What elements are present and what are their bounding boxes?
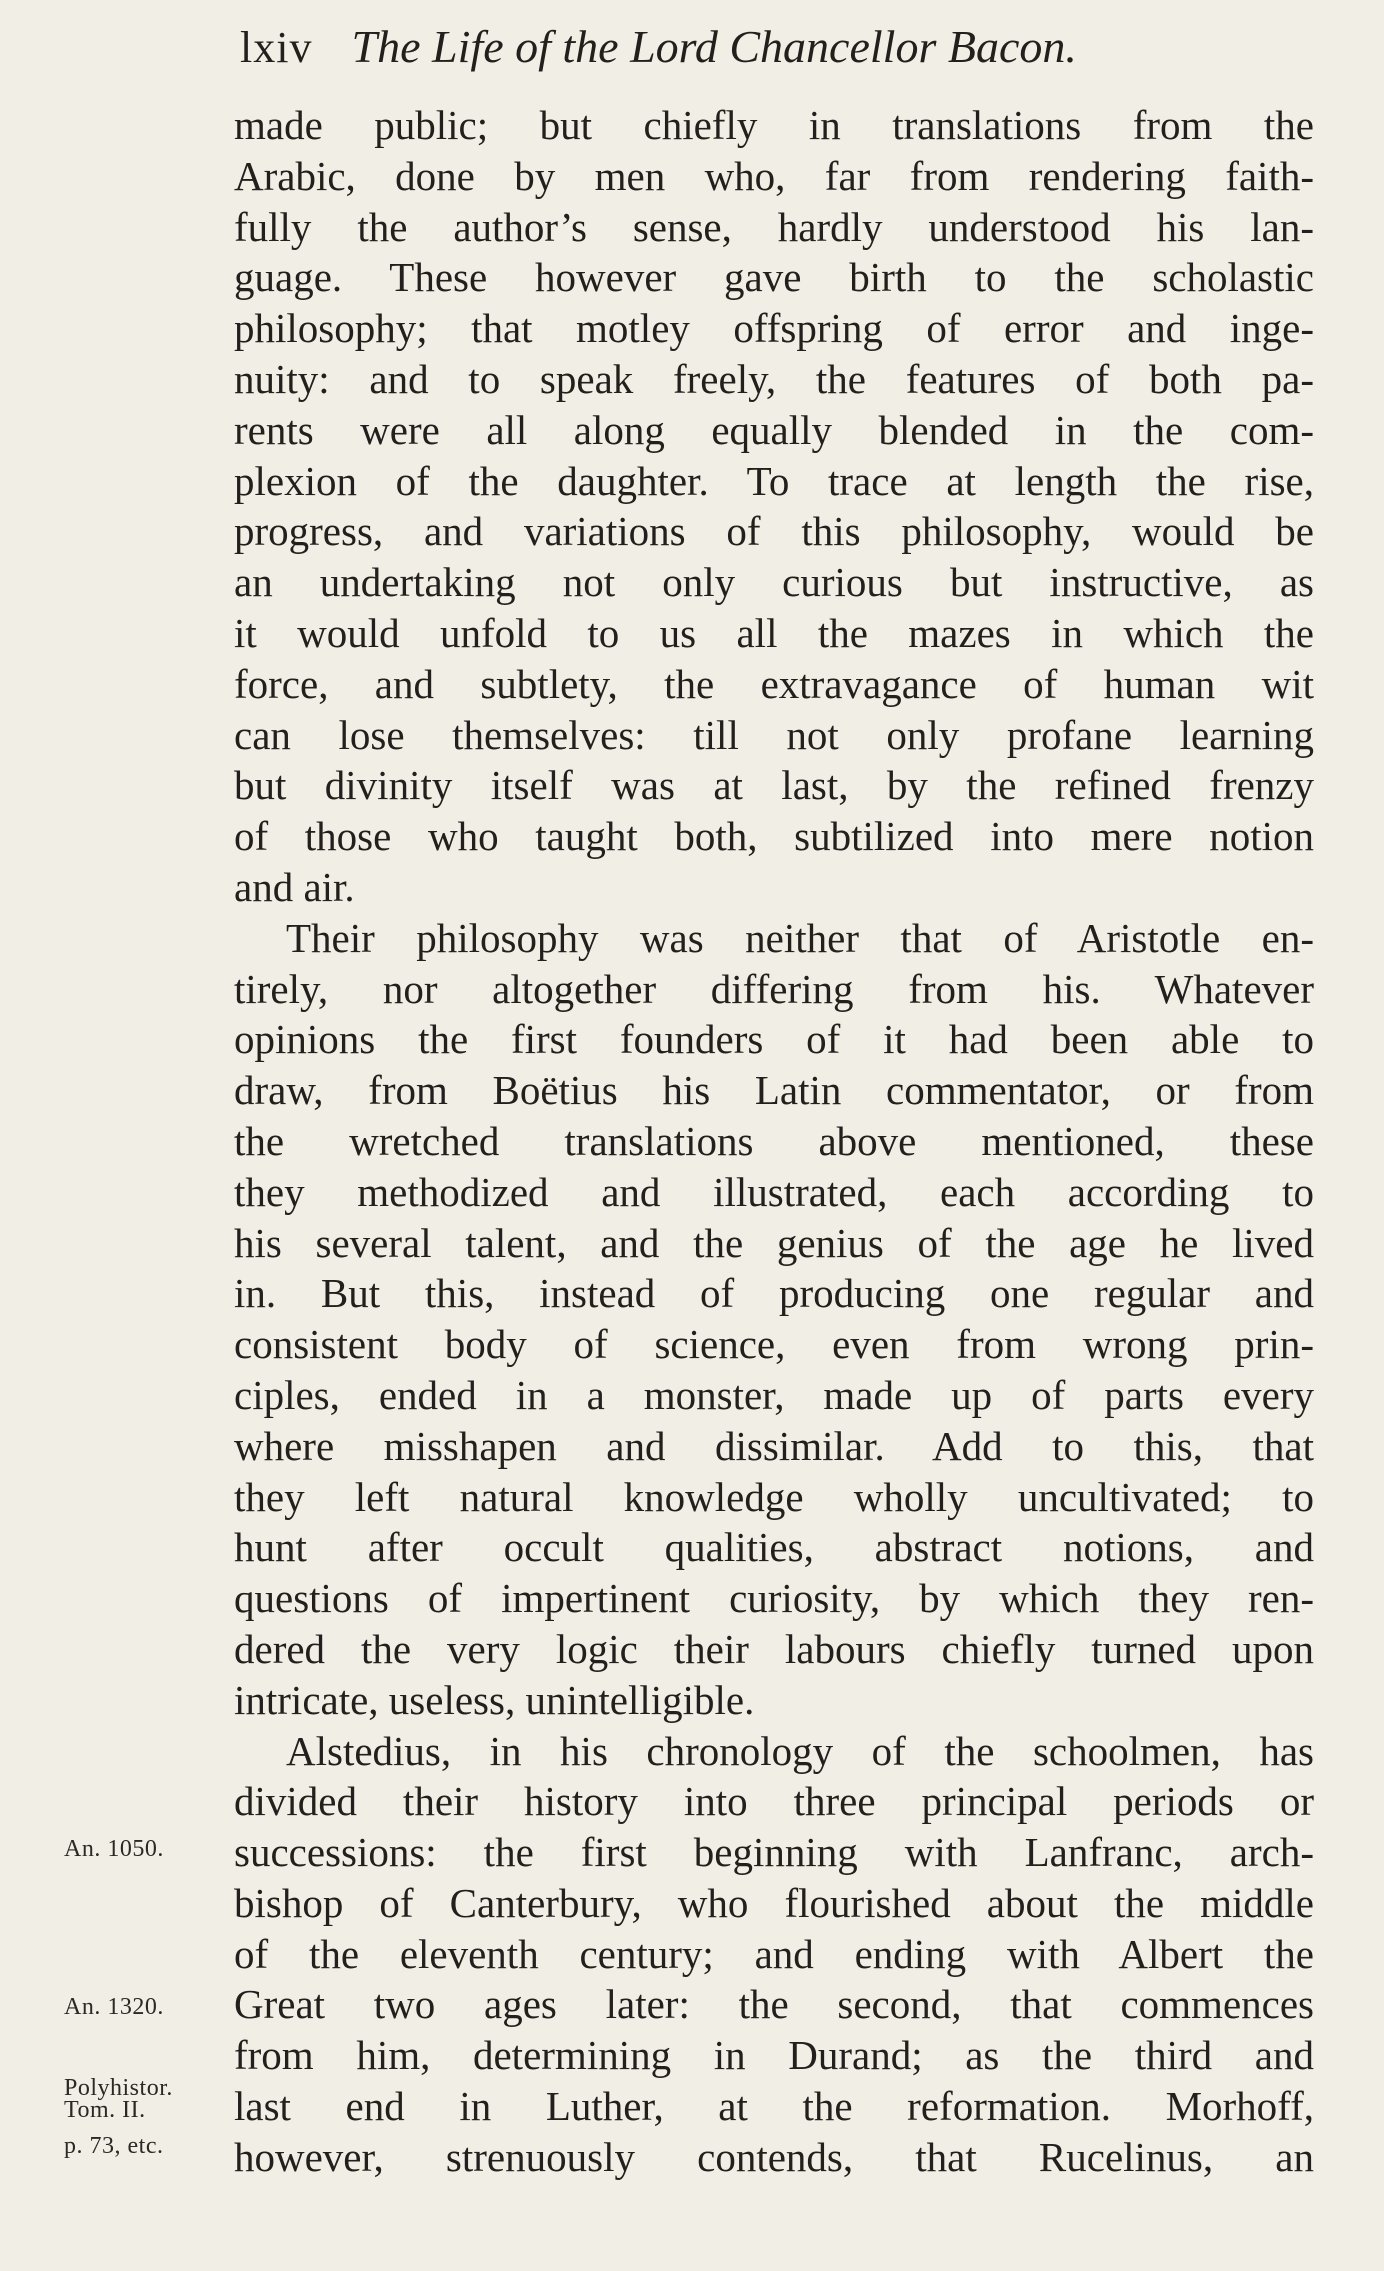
text-line: however, strenuously contends, that Rucelinus, an [234, 2133, 1314, 2180]
text-line: guage. These however gave birth to the scholastic [234, 254, 1314, 301]
margin-note-date: An. 1320. [64, 1994, 164, 2020]
running-title: The Life of the Lord Chancellor Bacon. [351, 21, 1077, 72]
text-line: successions: the first beginning with Lanfranc, arch- [234, 1829, 1314, 1876]
text-line: bishop of Canterbury, who flourished about the middle [234, 1879, 1314, 1926]
text-line: hunt after occult qualities, abstract notions, and [234, 1524, 1314, 1571]
body-text [234, 100, 1314, 2183]
text-line: Arabic, done by men who, far from rendering faith- [234, 152, 1314, 199]
text-line: last end in Luther, at the reformation. Morhoff, [234, 2083, 1314, 2130]
text-line: nuity: and to speak freely, the features of both pa- [234, 355, 1314, 402]
text-line: force, and subtlety, the extravagance of human wit [234, 660, 1314, 707]
text-line: ciples, ended in a monster, made up of parts every [234, 1371, 1314, 1418]
margin-note-line: Tom. II. [64, 2097, 146, 2123]
text-line: questions of impertinent curiosity, by which they ren- [234, 1575, 1314, 1622]
text-line: Their philosophy was neither that of Aristotle en- [286, 914, 1314, 961]
text-line: can lose themselves: till not only profane learning [234, 711, 1314, 758]
text-line: the wretched translations above mentioned, these [234, 1117, 1314, 1164]
text-line: rents were all along equally blended in the com- [234, 406, 1314, 453]
text-line: of the eleventh century; and ending with Albert the [234, 1930, 1314, 1977]
text-line: and air. [234, 863, 355, 910]
margin-note-line: Polyhistor. [64, 2075, 173, 2101]
page-number: lxiv [240, 23, 313, 72]
text-line: but divinity itself was at last, by the refined frenzy [234, 762, 1314, 809]
text-line: of those who taught both, subtilized into mere notion [234, 813, 1314, 860]
text-line: where misshapen and dissimilar. Add to this, that [234, 1422, 1314, 1469]
text-line: tirely, nor altogether differing from his. Whatever [234, 965, 1314, 1012]
text-line: it would unfold to us all the mazes in which the [234, 609, 1314, 656]
text-line: consistent body of science, even from wrong prin- [234, 1321, 1314, 1368]
text-line: fully the author’s sense, hardly understood his lan- [234, 203, 1314, 250]
running-head [240, 20, 1320, 90]
text-line: divided their history into three principal periods or [234, 1778, 1314, 1825]
text-line: an undertaking not only curious but instructive, as [234, 559, 1314, 606]
text-line: philosophy; that motley offspring of error and inge- [234, 305, 1314, 352]
text-line: Alstedius, in his chronology of the schoolmen, has [286, 1727, 1314, 1774]
text-line: progress, and variations of this philosophy, would be [234, 508, 1314, 555]
margin-note-reference [64, 2077, 173, 2157]
text-line: draw, from Boëtius his Latin commentator, or from [234, 1067, 1314, 1114]
text-line: opinions the first founders of it had been able to [234, 1016, 1314, 1063]
margin-note-date: An. 1050. [64, 1836, 164, 1862]
text-line: in. But this, instead of producing one regular and [234, 1270, 1314, 1317]
text-line: Great two ages later: the second, that commences [234, 1981, 1314, 2028]
text-line: they left natural knowledge wholly uncultivated; to [234, 1473, 1314, 1520]
margin-note-line: p. 73, etc. [64, 2133, 164, 2159]
text-line: from him, determining in Durand; as the third and [234, 2032, 1314, 2079]
text-line: they methodized and illustrated, each according to [234, 1168, 1314, 1215]
text-line: made public; but chiefly in translations from the [234, 102, 1314, 148]
text-line: dered the very logic their labours chiefly turned upon [234, 1625, 1314, 1672]
text-line: his several talent, and the genius of the age he lived [234, 1219, 1314, 1266]
text-line: plexion of the daughter. To trace at length the rise, [234, 457, 1314, 504]
text-line: intricate, useless, unintelligible. [234, 1676, 755, 1723]
